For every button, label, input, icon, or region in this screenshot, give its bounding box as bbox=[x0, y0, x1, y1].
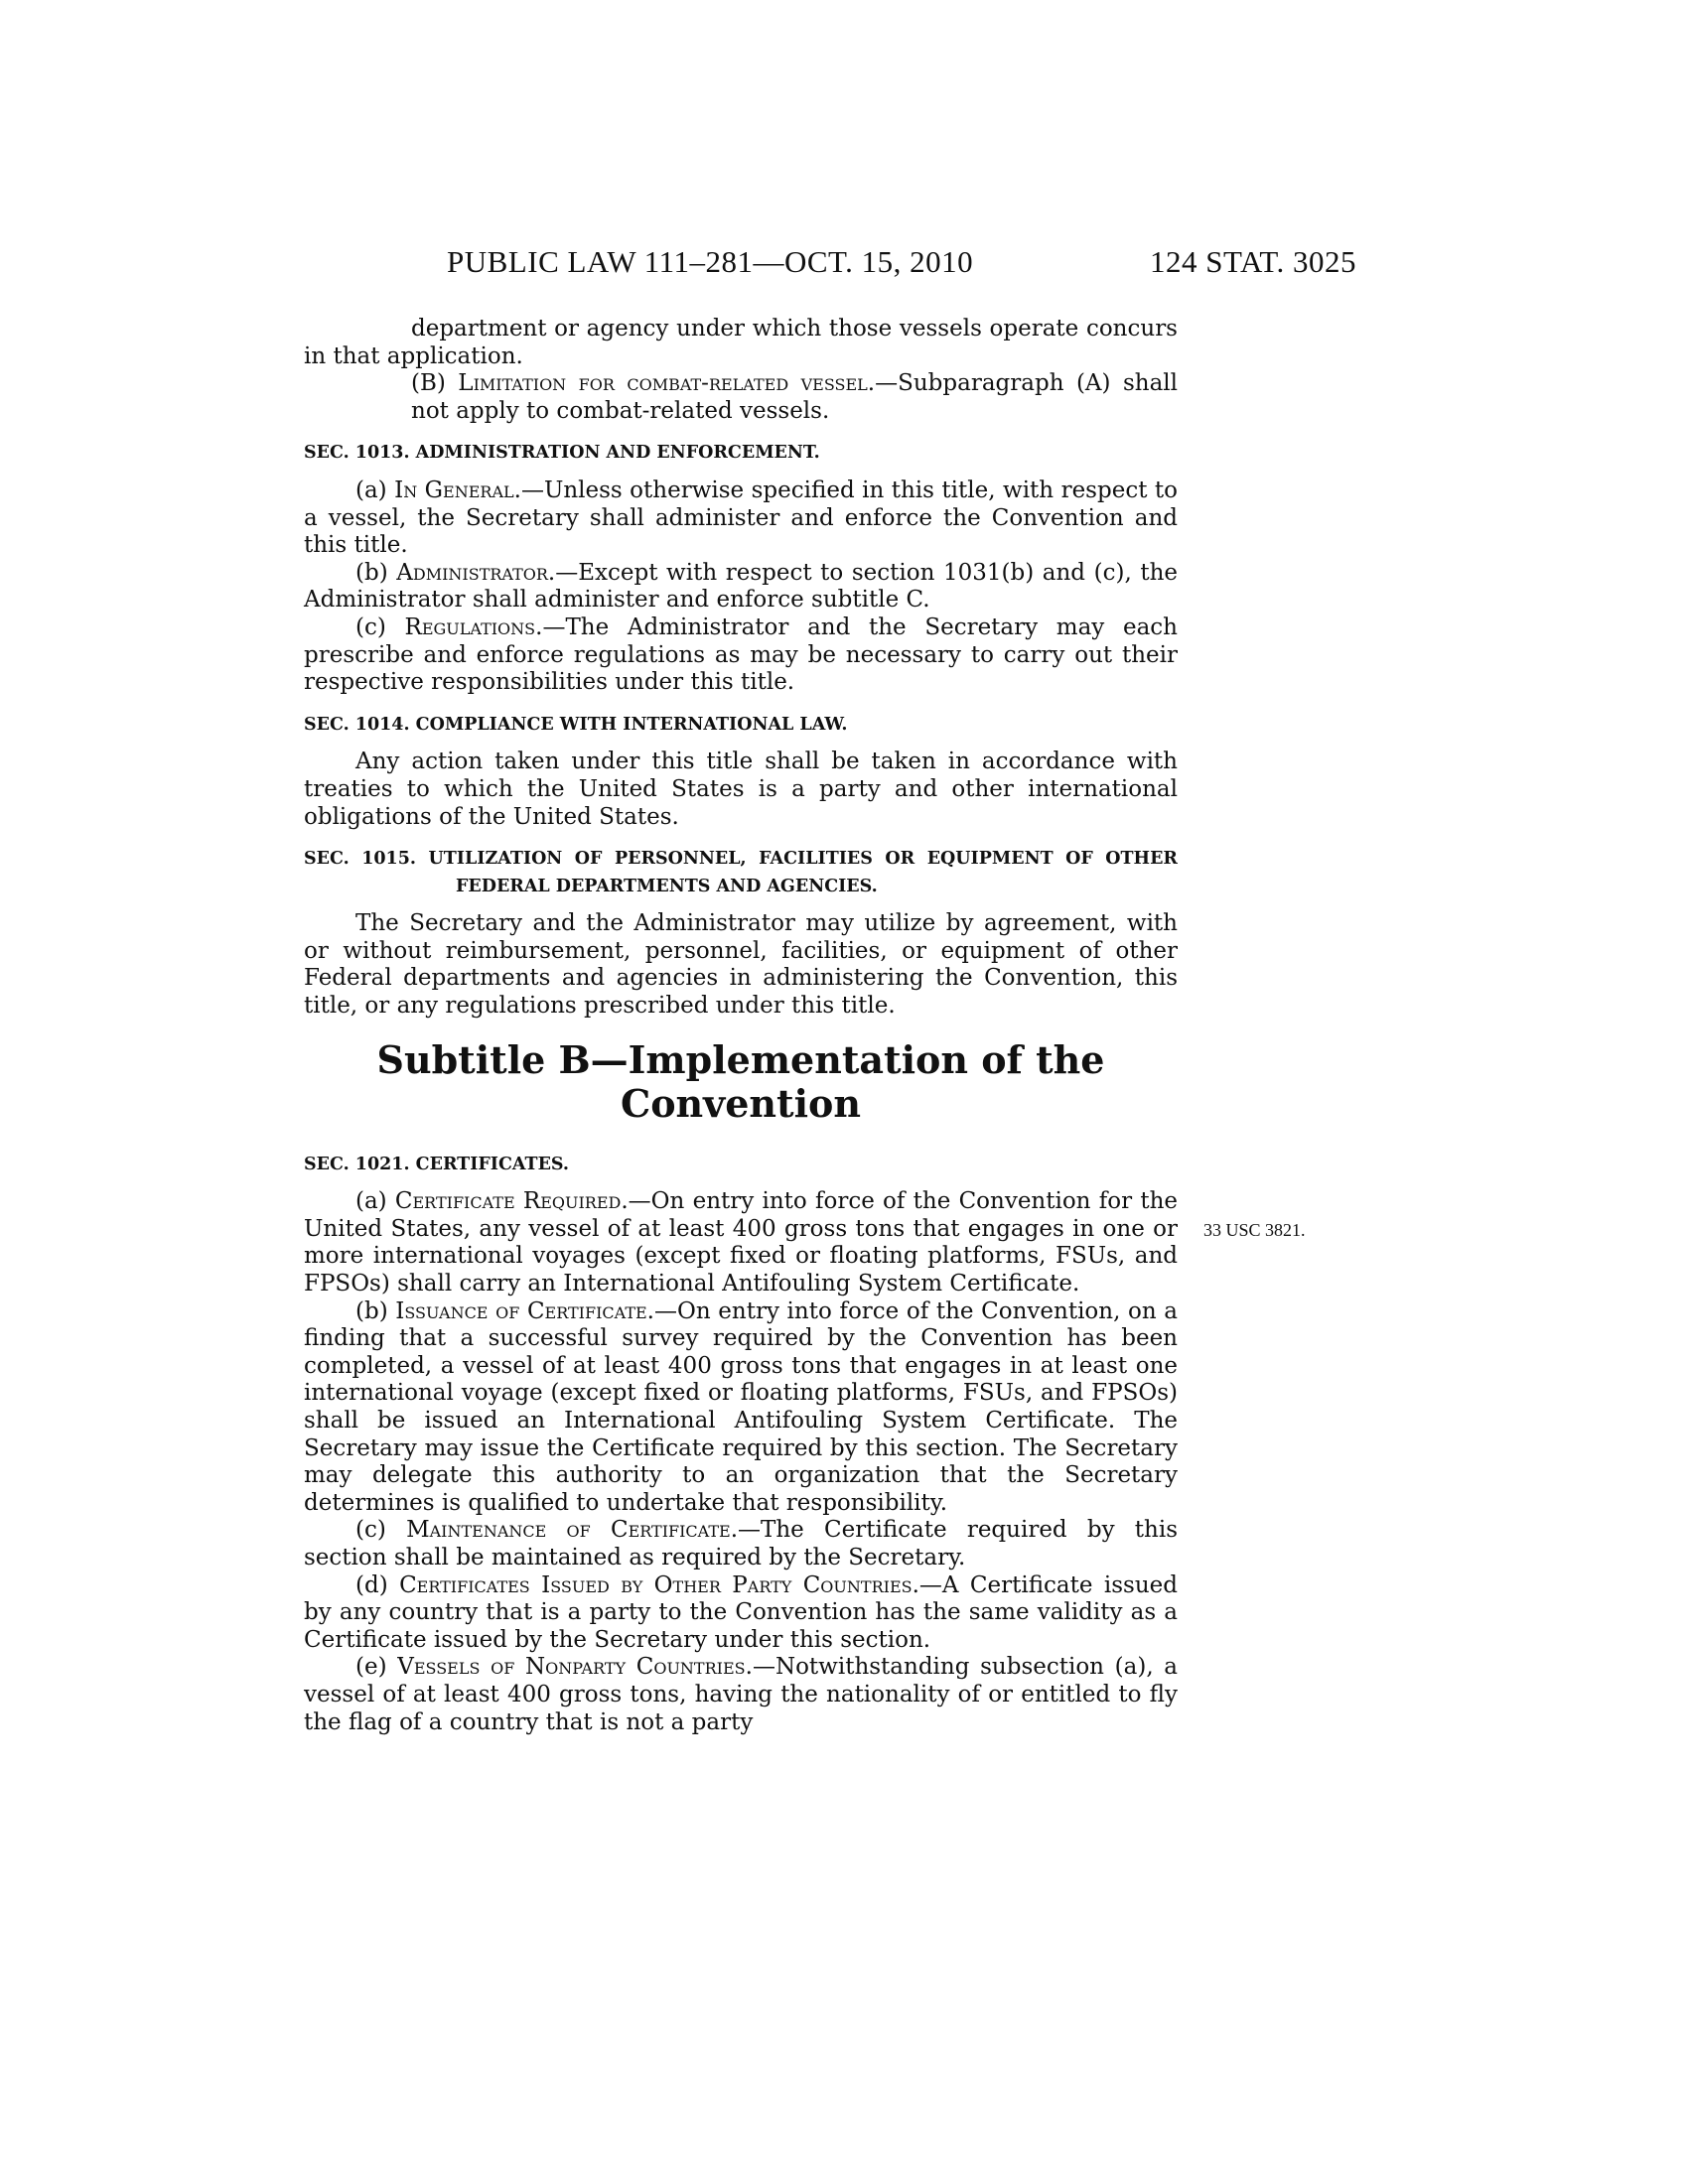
para-label: (b) bbox=[355, 1297, 396, 1324]
para-label: (b) bbox=[355, 559, 397, 586]
sec1021-para-b bbox=[304, 1298, 1178, 1518]
para-heading: Issuance of Certificate. bbox=[395, 1297, 654, 1324]
intro-line: department or agency under which those vessels operate concurs in that application. bbox=[304, 316, 1178, 369]
intro-continuation bbox=[304, 316, 1178, 370]
para-heading: In General. bbox=[394, 477, 521, 503]
sec1021-para-d bbox=[304, 1572, 1178, 1655]
sec1013-para-c bbox=[304, 614, 1178, 697]
sec1015-text: The Secretary and the Administrator may utilize by agreement, with or without reimbursement, personnel, facilities, or equipment of other Federal departments and agencies in administering the Convention, this title, or any regulations prescribed under this title. bbox=[304, 910, 1178, 1020]
sec1013-para-b bbox=[304, 560, 1178, 614]
section-heading-1015 bbox=[304, 846, 1178, 900]
para-text: —On entry into force of the Convention, on a finding that a successful survey required by the Convention has been completed, a vessel of at least 400 gross tons that engages in at least one international voyage (except fixed or floating platforms, FSUs, and FPSOs) shall be issued an International Antifouling System Certificate. The Secretary may issue the Certificate required by this section. The Secretary may delegate this authority to an organization that the Secretary determines is qualified to undertake that responsibility. bbox=[304, 1297, 1179, 1516]
subtitle-heading bbox=[304, 1038, 1178, 1126]
subtitle-line: Convention bbox=[620, 1080, 862, 1126]
page-body bbox=[304, 316, 1178, 1736]
para-label: (c) bbox=[355, 614, 405, 640]
para-heading: Administrator. bbox=[396, 559, 556, 586]
para-text: —Notwithstanding subsection (a), a vessel of at least 400 gross tons, having the nationality of or entitled to fly the flag of a country that is not a party bbox=[304, 1654, 1179, 1735]
para-label: (d) bbox=[355, 1571, 400, 1598]
para-label: (a) bbox=[355, 1188, 395, 1215]
running-header-law: PUBLIC LAW 111–281—OCT. 15, 2010 bbox=[447, 244, 974, 279]
para-heading: Vessels of Nonparty Countries. bbox=[397, 1654, 753, 1681]
para-text: —The Certificate required by this section shall be maintained as required by the Secretary. bbox=[304, 1517, 1179, 1570]
para-text: —Unless otherwise specified in this title, with respect to a vessel, the Secretary shall administer and enforce the Convention and this title. bbox=[304, 477, 1178, 559]
section-heading-1021: SEC. 1021. CERTIFICATES. bbox=[304, 1154, 570, 1174]
running-header-stat: 124 STAT. 3025 bbox=[1150, 244, 1357, 279]
para-label: (B) bbox=[411, 370, 459, 397]
para-text: —Subparagraph (A) shall not apply to combat-related vessels. bbox=[411, 370, 1178, 424]
subtitle-line: Subtitle B—Implementation of the bbox=[376, 1036, 1105, 1082]
sec1014-text: Any action taken under this title shall be taken in accordance with treaties to which the United States is a party and other international obligations of the United States. bbox=[304, 749, 1178, 830]
para-label: (e) bbox=[355, 1654, 398, 1681]
intro-paragraph-b bbox=[304, 370, 1178, 425]
para-label: (a) bbox=[355, 477, 395, 503]
para-text: —A Certificate issued by any country that is a party to the Convention has the same validity as a Certificate issued by the Secretary under this section. bbox=[304, 1571, 1178, 1653]
para-heading: Maintenance of Certificate. bbox=[406, 1517, 739, 1544]
section-heading-1014: SEC. 1014. COMPLIANCE WITH INTERNATIONAL LAW. bbox=[304, 714, 848, 735]
para-text: —The Administrator and the Secretary may each prescribe and enforce regulations as may be necessary to carry out their respective responsibilities under this title. bbox=[304, 614, 1178, 696]
sec1021-para-e bbox=[304, 1654, 1178, 1736]
margin-note-usc: 33 USC 3821. bbox=[1203, 1220, 1306, 1240]
para-heading: Certificates Issued by Other Party Countries. bbox=[399, 1571, 919, 1598]
para-heading: Certificate Required. bbox=[394, 1188, 629, 1215]
para-heading: Regulations. bbox=[404, 614, 543, 640]
para-heading: Limitation for combat-related vessel. bbox=[458, 370, 876, 397]
section-number: SEC. 1015. bbox=[304, 849, 429, 870]
para-text: —On entry into force of the Convention for the United States, any vessel of at least 400 gross tons that engages in one or more international voyages (except fixed or floating platforms, FSUs, and FPSOs) shall carry an International Antifouling System Certificate. bbox=[304, 1188, 1178, 1297]
section-title: UTILIZATION OF PERSONNEL, FACILITIES OR EQUIPMENT OF OTHER FEDERAL DEPARTMENTS AND AGENCIES. bbox=[428, 849, 1178, 896]
para-text: —Except with respect to section 1031(b) and (c), the Administrator shall administer and enforce subtitle C. bbox=[304, 559, 1179, 614]
sec1021-para-a bbox=[304, 1188, 1178, 1297]
para-label: (c) bbox=[355, 1517, 407, 1544]
section-heading-1013: SEC. 1013. ADMINISTRATION AND ENFORCEMENT. bbox=[304, 443, 820, 464]
sec1021-para-c bbox=[304, 1517, 1178, 1571]
sec1013-para-a bbox=[304, 478, 1178, 560]
